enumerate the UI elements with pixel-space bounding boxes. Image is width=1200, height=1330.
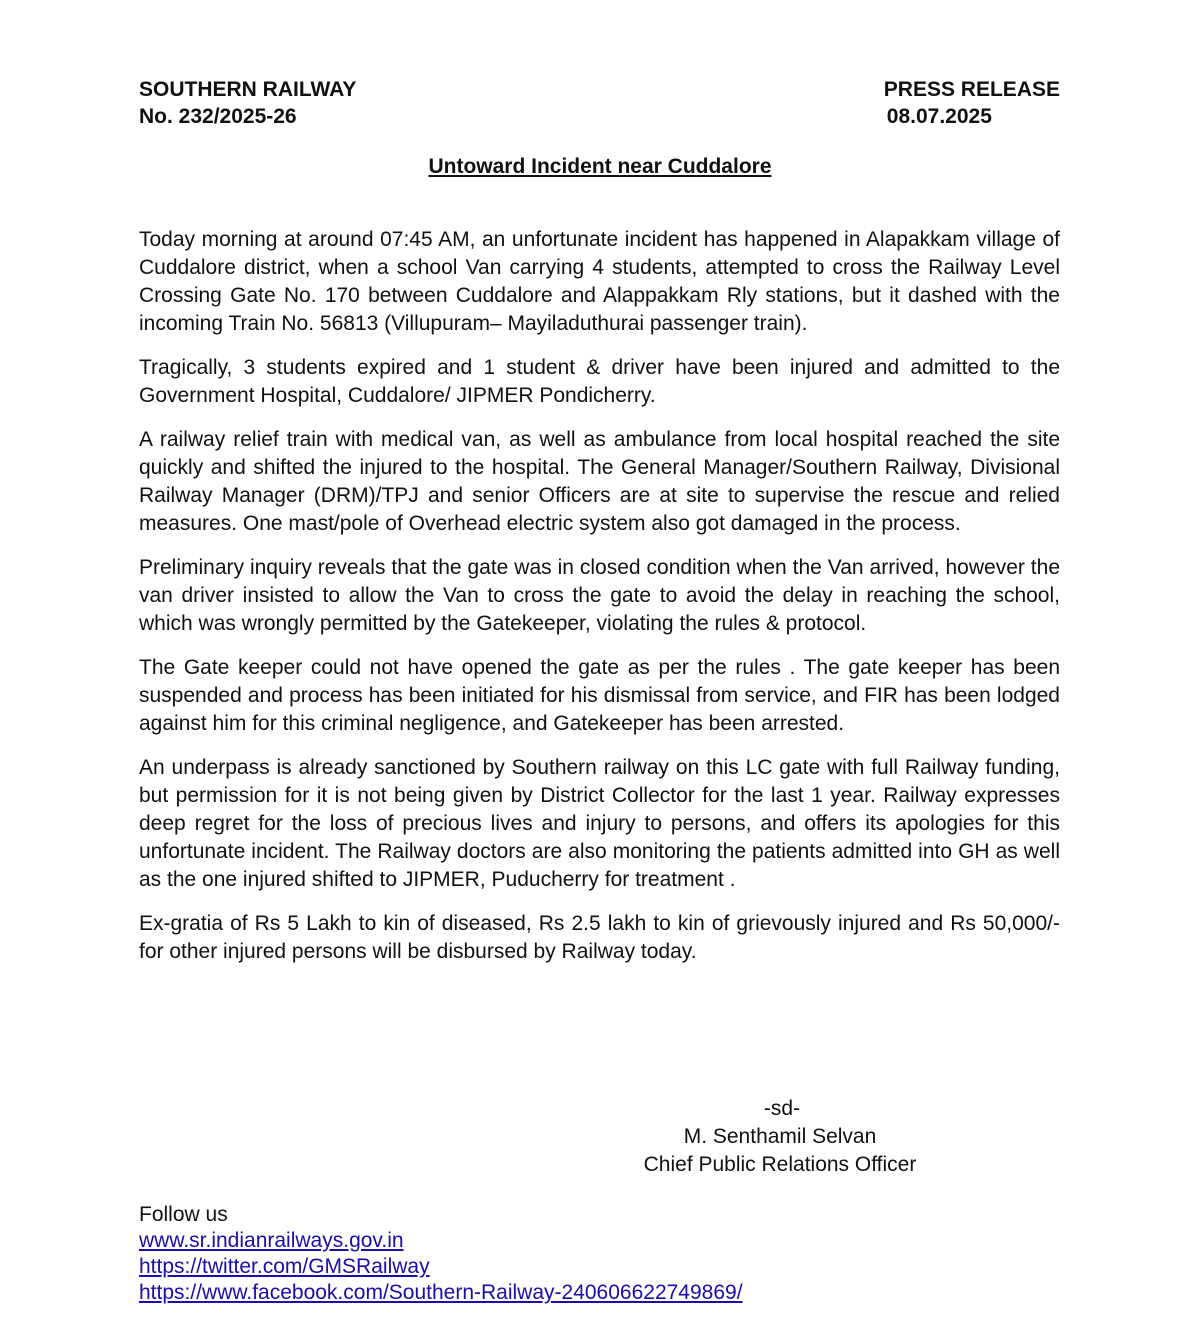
signature-block xyxy=(600,1095,960,1179)
document-title: Untoward Incident near Cuddalore xyxy=(428,155,772,178)
paragraph-casualties: Tragically, 3 students expired and 1 student & driver have been injured and admitted to the Government Hospital, Cuddalore/ JIPMER Pondicherry. xyxy=(139,356,1060,407)
paragraph-gatekeeper: The Gate keeper could not have opened the gate as per the rules . The gate keeper has been suspended and process has been initiated for his dismissal from service, and FIR has been lodged against him for this criminal negligence, and Gatekeeper has been arrested. xyxy=(139,656,1060,735)
release-number: No. 232/2025-26 xyxy=(139,105,297,128)
paragraph-inquiry: Preliminary inquiry reveals that the gate was in closed condition when the Van arrived, however the van driver insisted to allow the Van to cross the gate to avoid the delay in reaching the school, which was wrongly permitted by the Gatekeeper, violating the rules & protocol. xyxy=(139,556,1060,635)
release-date: 08.07.2025 xyxy=(886,105,992,128)
paragraph-ex-gratia: Ex-gratia of Rs 5 Lakh to kin of diseased, Rs 2.5 lakh to kin of grievously injured and Rs 50,000/- for other injured persons will be disbursed by Railway today. xyxy=(139,912,1060,963)
follow-us-section xyxy=(139,1202,743,1306)
facebook-link[interactable]: https://www.facebook.com/Southern-Railway-240606622749869/ xyxy=(139,1281,743,1304)
paragraph-relief: A railway relief train with medical van, as well as ambulance from local hospital reached the site quickly and shifted the injured to the hospital. The General Manager/Southern Railway, Divisional Railway Manager (DRM)/TPJ and senior Officers are at site to supervise the rescue and relied measures. One mast/pole of Overhead electric system also got damaged in the process. xyxy=(139,428,1060,535)
document-body xyxy=(139,226,1060,982)
signatory-designation: Chief Public Relations Officer xyxy=(643,1153,917,1176)
signature-mark: -sd- xyxy=(763,1097,801,1120)
organization-name: SOUTHERN RAILWAY xyxy=(139,78,357,101)
header-right-block xyxy=(884,76,1060,130)
paragraph-incident: Today morning at around 07:45 AM, an unfortunate incident has happened in Alapakkam village of Cuddalore district, when a school Van carrying 4 students, attempted to cross the Railway Level Crossing Gate No. 170 between Cuddalore and Alappakkam Rly stations, but it dashed with the incoming Train No. 56813 (Villupuram– Mayiladuthurai passenger train). xyxy=(139,228,1060,335)
signatory-name: M. Senthamil Selvan xyxy=(683,1125,877,1148)
release-type: PRESS RELEASE xyxy=(883,78,1060,101)
follow-us-label: Follow us xyxy=(139,1203,228,1226)
header-left-block xyxy=(139,76,356,130)
twitter-link[interactable]: https://twitter.com/GMSRailway xyxy=(139,1255,430,1278)
paragraph-underpass: An underpass is already sanctioned by Southern railway on this LC gate with full Railway funding, but permission for it is not being given by District Collector for the last 1 year. Railway expresses deep regret for the loss of precious lives and injury to persons, and offers its apologies for this unfortunate incident. The Railway doctors are also monitoring the patients admitted into GH as well as the one injured shifted to JIPMER, Puducherry for treatment . xyxy=(139,756,1060,891)
website-link[interactable]: www.sr.indianrailways.gov.in xyxy=(139,1229,404,1252)
